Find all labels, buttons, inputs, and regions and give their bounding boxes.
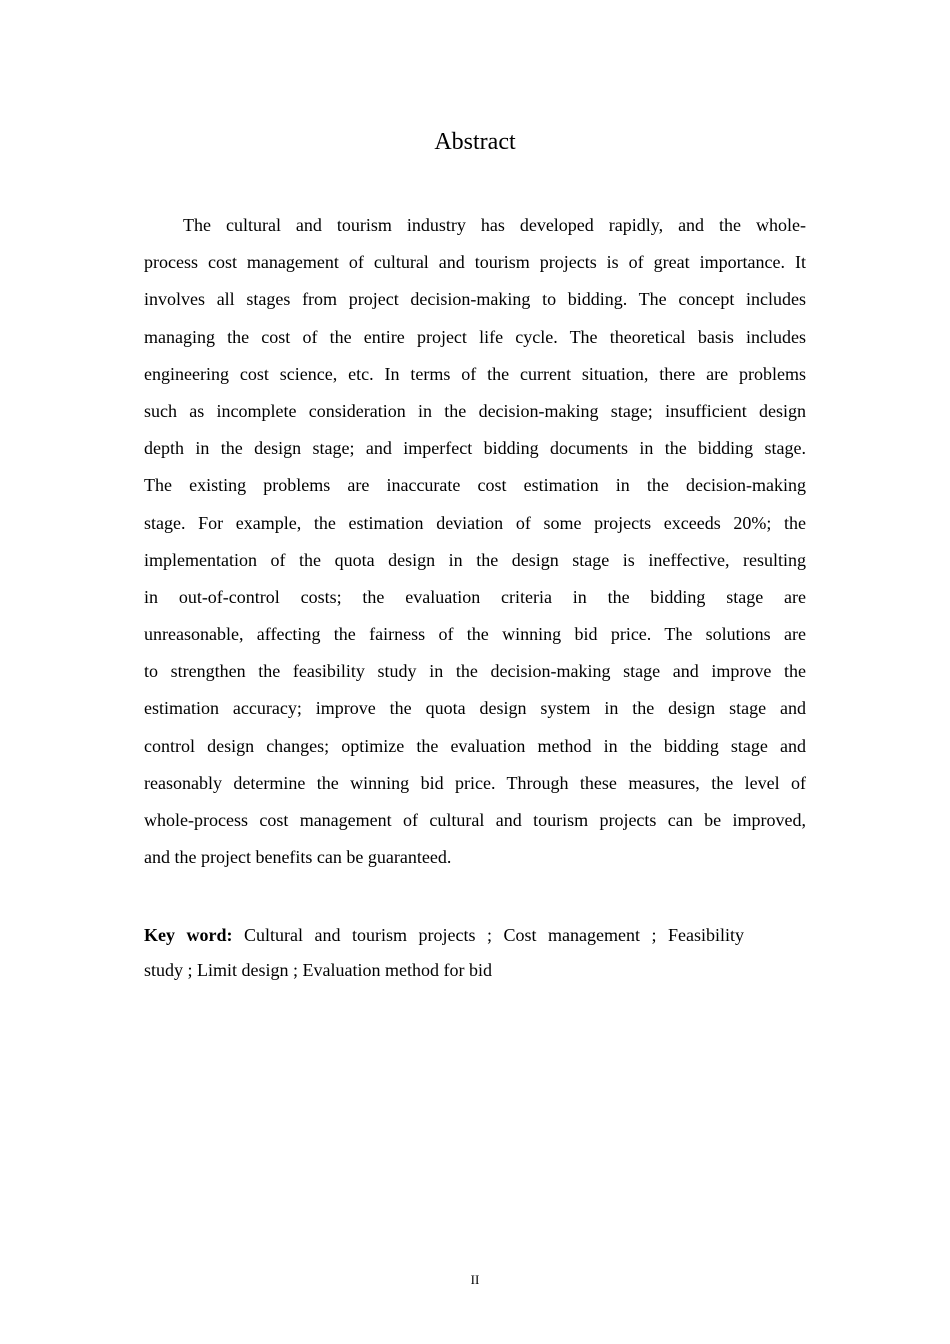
abstract-line: managing the cost of the entire project life cycle. The theoretical basis includes bbox=[144, 326, 806, 347]
abstract-body bbox=[144, 207, 806, 876]
keywords-line-1: Cultural and tourism projects ; Cost management ; Feasibility bbox=[244, 925, 745, 945]
abstract-line: to strengthen the feasibility study in the decision-making stage and improve the bbox=[144, 661, 806, 682]
page-title: Abstract bbox=[434, 129, 516, 155]
abstract-line: engineering cost science, etc. In terms of the current situation, there are problems bbox=[144, 363, 806, 384]
abstract-line: involves all stages from project decision-making to bidding. The concept includes bbox=[144, 289, 806, 310]
abstract-line: whole-process cost management of cultural and tourism projects can be improved, bbox=[144, 810, 806, 830]
abstract-line: depth in the design stage; and imperfect bidding documents in the bidding stage. bbox=[144, 438, 806, 459]
abstract-line: and the project benefits can be guaranteed. bbox=[144, 847, 452, 868]
abstract-line: estimation accuracy; improve the quota design system in the design stage and bbox=[144, 698, 806, 719]
abstract-line: process cost management of cultural and tourism projects is of great importance. It bbox=[144, 252, 806, 273]
keywords-label: Key word: bbox=[144, 925, 233, 945]
abstract-line: unreasonable, affecting the fairness of the winning bid price. The solutions are bbox=[144, 624, 806, 645]
abstract-line: implementation of the quota design in the design stage is ineffective, resulting bbox=[144, 549, 806, 570]
abstract-line: reasonably determine the winning bid price. Through these measures, the level of bbox=[144, 772, 806, 793]
abstract-line: in out-of-control costs; the evaluation criteria in the bidding stage are bbox=[144, 586, 806, 607]
abstract-line: stage. For example, the estimation deviation of some projects exceeds 20%; the bbox=[144, 512, 806, 533]
page-number: II bbox=[470, 1272, 480, 1287]
keywords bbox=[144, 918, 744, 988]
abstract-line: The existing problems are inaccurate cost estimation in the decision-making bbox=[144, 475, 806, 496]
keywords-line-2: study ; Limit design ; Evaluation method for bid bbox=[144, 960, 492, 980]
abstract-line: such as incomplete consideration in the decision-making stage; insufficient design bbox=[144, 400, 806, 421]
abstract-line: control design changes; optimize the evaluation method in the bidding stage and bbox=[144, 735, 806, 756]
abstract-line: The cultural and tourism industry has developed rapidly, and the whole- bbox=[183, 215, 806, 235]
